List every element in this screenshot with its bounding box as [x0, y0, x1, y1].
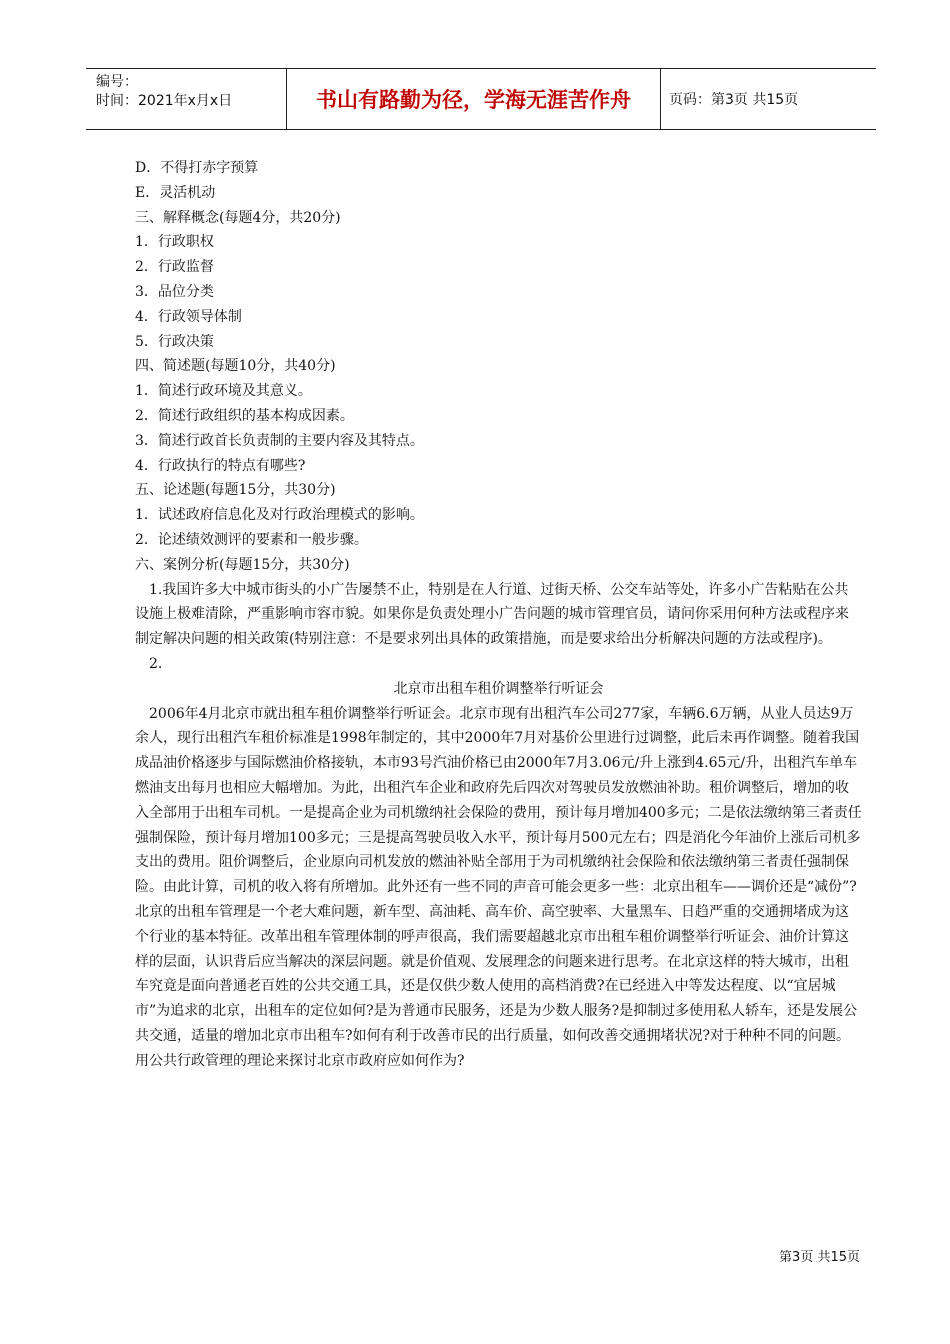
question-item: 2．简述行政组织的基本构成因素。 [135, 407, 354, 424]
question-item: 1．试述政府信息化及对行政治理模式的影响。 [135, 507, 424, 524]
header-motto: 书山有路勤为径，学海无涯苦作舟 [287, 69, 661, 129]
question-item: 5．行政决策 [135, 333, 214, 350]
question-item: 1．简述行政环境及其意义。 [135, 383, 312, 400]
section-heading-essay: 五、论述题(每题15分，共30分) [135, 482, 336, 499]
option-e: E．灵活机动 [135, 184, 216, 201]
case-two-title: 北京市出租车租价调整举行听证会 [393, 680, 604, 697]
question-item: 3．品位分类 [135, 283, 214, 300]
page-footer: 第3页 共15页 [779, 1250, 860, 1265]
header-time-label: 时间：2021年x月x日 [96, 93, 233, 109]
question-item: 4．行政执行的特点有哪些? [135, 457, 306, 474]
question-item: 1．行政职权 [135, 234, 214, 251]
question-item: 3．简述行政首长负责制的主要内容及其特点。 [135, 432, 424, 449]
section-heading-concepts: 三、解释概念(每题4分，共20分) [135, 209, 341, 226]
question-item: 2．行政监督 [135, 259, 214, 276]
case-two-paragraph: 2006年4月北京市就出租车租价调整举行听证会。北京市现有出租汽车公司277家，车辆6.6万辆，从业人员达9万余人，现行出租汽车租价标准是1998年制定的，其中2000年7月对基价公里进行过调整，此后未再作调整。随着我国成品油价格逐步与国际燃油价格接轨，本市93号汽油价格已由2000年7月3.06元/升上涨到4.65元/升，出租汽车单车燃油支出每月也相应大幅增加。为此，出租汽车企业和政府先后四次对驾驶员发放燃油补助。租价调整后，增加的收入全部用于出租车司机。一是提高企业为司机缴纳社会保险的费用，预计每月增加400多元；二是依法缴纳第三者责任强制保险，预计每月增加100多元；三是提高驾驶员收入水平，预计每月500元左右；四是消化今年油价上涨后司机多支出的费用。阻价调整后，企业原向司机发放的燃油补贴全部用于为司机缴纳社会保险和依法缴纳第三者责任强制保险。由此计算，司机的收入将有所增加。此外还有一些不同的声音可能会更多一些：北京出租车——调价还是“减份”?北京的出租车管理是一个老大难问题，新车型、高油耗、高车价、高空驶率、大量黑车、日趋严重的交通拥堵成为这个行业的基本特征。改革出租车管理体制的呼声很高，我们需要超越北京市出租车租价调整举行听证会、油价计算这样的层面，认识背后应当解决的深层问题。就是价值观、发展理念的问题来进行思考。在北京这样的特大城市，出租车究竟是面向普通老百姓的公共交通工具，还是仅供少数人使用的高档消费?在已经进入中等发达程度、以“宜居城市”为追求的北京，出租车的定位如何?是为普通市民服务，还是为少数人服务?是抑制过多使用私人轿车，还是发展公共交通，适量的增加北京市出租车?如何有利于改善市民的出行质量，如何改善交通拥堵状况?对于种种不同的问题。用公共行政管理的理论来探讨北京市政府应如何作为? [135, 705, 862, 1069]
header-number-label: 编号： [96, 74, 138, 90]
case-one-paragraph: 1.我国许多大中城市街头的小广告屡禁不止，特别是在人行道、过街天桥、公交车站等处，许多小广告粘贴在公共设施上极难清除，严重影响市容市貌。如果你是负责处理小广告问题的城市管理官员，请问你采用何种方法或程序来制定解决问题的相关政策(特别注意：不是要求列出具体的政策措施，而是要求给出分析解决问题的方法或程序)。 [135, 581, 849, 648]
section-heading-case: 六、案例分析(每题15分，共30分) [135, 556, 350, 573]
question-item: 2．论述绩效测评的要素和一般步骤。 [135, 531, 368, 548]
option-d: D．不得打赤字预算 [135, 160, 259, 176]
question-item: 4．行政领导体制 [135, 308, 242, 325]
case-two-number: 2. [135, 655, 163, 672]
header-page-label: 页码：第3页 共15页 [669, 92, 799, 108]
header-meta [86, 69, 287, 129]
section-heading-short-answer: 四、简述题(每题10分，共40分) [135, 358, 336, 375]
document-body [135, 156, 862, 1073]
page-header [86, 68, 876, 130]
